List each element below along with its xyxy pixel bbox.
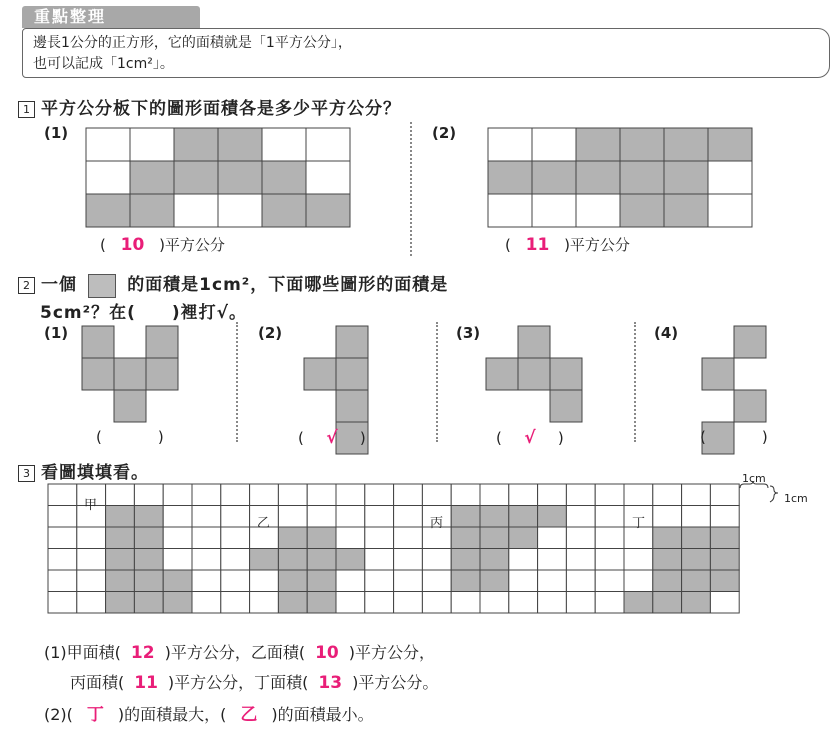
grid-square: [566, 527, 595, 549]
unit-square: [336, 326, 368, 358]
unit-square: [82, 326, 114, 358]
filled-square: [134, 570, 163, 592]
q1-part2-answer: 11: [525, 235, 550, 255]
grid-square: [77, 592, 106, 614]
unit-square: [486, 358, 518, 390]
filled-square: [509, 506, 538, 528]
grid-square: [365, 506, 394, 528]
unit-square: [336, 390, 368, 422]
grid-square: [509, 549, 538, 571]
grid-square: [365, 484, 394, 506]
filled-square: [106, 506, 135, 528]
grid-square: [394, 549, 423, 571]
q2-option-2-answer: ( √ ): [298, 428, 366, 448]
grid-square: [682, 484, 711, 506]
grid-square: [336, 506, 365, 528]
grid-square: [451, 484, 480, 506]
q1-part1-answer-line: ( 10 )平方公分: [100, 235, 225, 255]
filled-square: [130, 194, 174, 227]
grid-square: [250, 570, 279, 592]
unit-square: [114, 390, 146, 422]
grid-square: [538, 527, 567, 549]
filled-square: [451, 570, 480, 592]
grid-square: [163, 549, 192, 571]
filled-square: [682, 592, 711, 614]
grid-square: [48, 484, 77, 506]
filled-square: [174, 161, 218, 194]
grid-square: [710, 592, 739, 614]
filled-square: [710, 527, 739, 549]
empty-square: [262, 128, 306, 161]
unit-square: [336, 358, 368, 390]
unit-square: [146, 358, 178, 390]
empty-square: [306, 128, 350, 161]
q1-number: 1: [18, 101, 35, 118]
filled-square: [480, 549, 509, 571]
unit-square-icon: [88, 274, 116, 298]
empty-square: [218, 194, 262, 227]
scale-height-label: 1cm: [784, 492, 808, 505]
q2-option-3-answer: ( √ ): [496, 428, 564, 448]
shape-label-yi: 乙: [257, 516, 271, 531]
filled-square: [653, 570, 682, 592]
grid-square: [134, 484, 163, 506]
grid-square: [595, 484, 624, 506]
grid-square: [595, 506, 624, 528]
q1-part2-answer-line: ( 11 )平方公分: [505, 235, 630, 255]
grid-square: [307, 506, 336, 528]
grid-square: [595, 527, 624, 549]
filled-square: [480, 506, 509, 528]
filled-square: [106, 570, 135, 592]
filled-square: [480, 570, 509, 592]
grid-square: [221, 592, 250, 614]
q1-grid-2: [488, 128, 754, 227]
empty-square: [532, 194, 576, 227]
q1-title: 平方公分板下的圖形面積各是多少平方公分？: [41, 99, 401, 119]
q2-shape-2: [304, 326, 374, 426]
grid-square: [221, 506, 250, 528]
grid-square: [566, 506, 595, 528]
grid-square: [365, 570, 394, 592]
answer-largest: 丁: [86, 705, 104, 725]
grid-square: [77, 549, 106, 571]
grid-square: [710, 506, 739, 528]
q2-heading: [18, 270, 448, 298]
grid-square: [336, 484, 365, 506]
q1-part2-label: (2): [432, 124, 457, 142]
grid-square: [221, 549, 250, 571]
filled-square: [682, 549, 711, 571]
grid-square: [365, 549, 394, 571]
filled-square: [509, 527, 538, 549]
grid-square: [48, 570, 77, 592]
filled-square: [134, 527, 163, 549]
q2-option-4-label: (4): [654, 324, 679, 342]
filled-square: [682, 527, 711, 549]
filled-square: [708, 128, 752, 161]
grid-square: [394, 527, 423, 549]
answer-jia: 12: [130, 643, 155, 663]
grid-square: [451, 592, 480, 614]
filled-square: [451, 506, 480, 528]
unit-square: [146, 326, 178, 358]
grid-square: [624, 549, 653, 571]
q2-option-2-label: (2): [258, 324, 283, 342]
q3-number: 3: [18, 465, 35, 482]
filled-square: [620, 128, 664, 161]
filled-square: [306, 194, 350, 227]
shape-label-ding: 丁: [632, 516, 646, 531]
filled-square: [307, 570, 336, 592]
filled-square: [624, 592, 653, 614]
grid-square: [192, 527, 221, 549]
q2-option-1-answer: ( ): [96, 428, 164, 446]
q3-answer-line-2: 丙面積( 11 )平方公分，丁面積( 13 )平方公分。: [70, 673, 439, 693]
unit-square: [702, 358, 734, 390]
unit-square: [114, 358, 146, 390]
filled-square: [620, 194, 664, 227]
filled-square: [106, 549, 135, 571]
empty-square: [576, 194, 620, 227]
grid-square: [77, 527, 106, 549]
filled-square: [130, 161, 174, 194]
grid-square: [192, 549, 221, 571]
q2-number: 2: [18, 277, 35, 294]
filled-square: [682, 570, 711, 592]
grid-square: [595, 592, 624, 614]
grid-square: [48, 527, 77, 549]
q1-grid-1: [86, 128, 352, 227]
filled-square: [307, 527, 336, 549]
unit-square: [550, 358, 582, 390]
q3-answer-line-1: (1)甲面積( 12 )平方公分，乙面積( 10 )平方公分，: [44, 643, 436, 663]
filled-square: [163, 592, 192, 614]
grid-square: [77, 570, 106, 592]
filled-square: [532, 161, 576, 194]
grid-square: [422, 549, 451, 571]
grid-square: [192, 484, 221, 506]
grid-square: [566, 484, 595, 506]
grid-square: [163, 484, 192, 506]
q1-divider: [410, 122, 412, 256]
grid-square: [653, 506, 682, 528]
q1-part1-unit: 平方公分: [164, 236, 225, 254]
grid-square: [394, 506, 423, 528]
grid-square: [394, 592, 423, 614]
filled-square: [538, 506, 567, 528]
unit-square: [734, 390, 766, 422]
grid-square: [422, 592, 451, 614]
grid-square: [538, 570, 567, 592]
summary-line-1: 邊長1公分的正方形，它的面積就是「1平方公分」，: [33, 35, 352, 51]
grid-square: [106, 484, 135, 506]
grid-square: [624, 570, 653, 592]
grid-square: [163, 527, 192, 549]
filled-square: [653, 549, 682, 571]
filled-square: [576, 128, 620, 161]
scale-brace-icon: [738, 480, 788, 510]
filled-square: [336, 549, 365, 571]
filled-square: [218, 128, 262, 161]
filled-square: [262, 194, 306, 227]
q3-heading: [18, 458, 149, 483]
answer-ding: 13: [318, 673, 343, 693]
q2-divider-2: [436, 322, 438, 442]
grid-square: [48, 592, 77, 614]
q3-title: 看圖填填看。: [41, 463, 149, 483]
q2-divider-1: [236, 322, 238, 442]
grid-square: [250, 592, 279, 614]
grid-square: [566, 570, 595, 592]
grid-square: [682, 506, 711, 528]
q2-title-a: 一個: [41, 275, 77, 295]
grid-square: [422, 570, 451, 592]
empty-square: [86, 161, 130, 194]
q2-shape-3: [486, 326, 586, 401]
grid-square: [192, 592, 221, 614]
grid-square: [538, 549, 567, 571]
q2-title-b: 的面積是1cm²，下面哪些圖形的面積是: [127, 275, 449, 295]
grid-square: [163, 506, 192, 528]
grid-square: [48, 549, 77, 571]
grid-square: [624, 484, 653, 506]
grid-square: [509, 570, 538, 592]
summary-line-2: 也可以記成「1cm²」。: [33, 56, 174, 72]
q2-divider-3: [634, 322, 636, 442]
q3-grid: [48, 484, 768, 614]
grid-square: [595, 549, 624, 571]
filled-square: [653, 527, 682, 549]
grid-square: [595, 570, 624, 592]
grid-square: [509, 484, 538, 506]
answer-yi: 10: [315, 643, 339, 663]
filled-square: [307, 549, 336, 571]
q1-heading: [18, 94, 401, 119]
grid-square: [336, 592, 365, 614]
empty-square: [708, 194, 752, 227]
grid-square: [509, 592, 538, 614]
filled-square: [262, 161, 306, 194]
grid-square: [710, 484, 739, 506]
grid-square: [221, 527, 250, 549]
filled-square: [278, 570, 307, 592]
grid-square: [480, 484, 509, 506]
filled-square: [278, 527, 307, 549]
filled-square: [664, 161, 708, 194]
grid-square: [480, 592, 509, 614]
q3-answer-line-3: (2)( 丁 )的面積最大，( 乙 )的面積最小。: [44, 705, 374, 725]
answer-bing: 11: [134, 673, 158, 693]
filled-square: [664, 128, 708, 161]
grid-square: [566, 592, 595, 614]
grid-square: [48, 506, 77, 528]
grid-square: [278, 506, 307, 528]
filled-square: [163, 570, 192, 592]
unit-square: [734, 326, 766, 358]
q1-part2-unit: 平方公分: [569, 236, 630, 254]
filled-square: [307, 592, 336, 614]
empty-square: [130, 128, 174, 161]
grid-square: [394, 484, 423, 506]
scale-width-label: 1cm: [742, 472, 766, 485]
filled-square: [451, 549, 480, 571]
grid-square: [250, 484, 279, 506]
shape-label-bing: 丙: [430, 516, 444, 531]
grid-square: [394, 570, 423, 592]
grid-square: [336, 570, 365, 592]
filled-square: [134, 592, 163, 614]
empty-square: [532, 128, 576, 161]
filled-square: [86, 194, 130, 227]
grid-square: [192, 570, 221, 592]
filled-square: [278, 549, 307, 571]
filled-square: [576, 161, 620, 194]
summary-tag: 重點整理: [22, 6, 200, 28]
q2-shape-4: [702, 326, 772, 426]
q1-part1-answer: 10: [120, 235, 145, 255]
filled-square: [134, 506, 163, 528]
filled-square: [278, 592, 307, 614]
filled-square: [106, 592, 135, 614]
empty-square: [488, 128, 532, 161]
grid-square: [307, 484, 336, 506]
filled-square: [710, 549, 739, 571]
filled-square: [451, 527, 480, 549]
filled-square: [106, 527, 135, 549]
grid-square: [278, 484, 307, 506]
filled-square: [218, 161, 262, 194]
grid-square: [653, 484, 682, 506]
unit-square: [550, 390, 582, 422]
grid-square: [221, 570, 250, 592]
empty-square: [708, 161, 752, 194]
filled-square: [480, 527, 509, 549]
grid-square: [365, 527, 394, 549]
filled-square: [620, 161, 664, 194]
unit-square: [304, 358, 336, 390]
empty-square: [174, 194, 218, 227]
filled-square: [134, 549, 163, 571]
summary-box: [22, 28, 830, 78]
unit-square: [518, 326, 550, 358]
q2-option-3-label: (3): [456, 324, 481, 342]
filled-square: [710, 570, 739, 592]
grid-square: [365, 592, 394, 614]
q2-shape-1: [82, 326, 182, 401]
grid-square: [538, 592, 567, 614]
filled-square: [250, 549, 279, 571]
filled-square: [488, 161, 532, 194]
grid-square: [221, 484, 250, 506]
grid-square: [566, 549, 595, 571]
filled-square: [653, 592, 682, 614]
answer-smallest: 乙: [240, 705, 258, 725]
unit-square: [518, 358, 550, 390]
q2-option-1-label: (1): [44, 324, 69, 342]
q1-part1-label: (1): [44, 124, 69, 142]
filled-square: [664, 194, 708, 227]
q2-option-4-answer: ( ): [700, 428, 768, 446]
grid-square: [538, 484, 567, 506]
unit-square: [82, 358, 114, 390]
filled-square: [174, 128, 218, 161]
grid-square: [422, 484, 451, 506]
empty-square: [306, 161, 350, 194]
q2-title-c: 5cm²？在( )裡打√。: [40, 303, 247, 323]
shape-label-jia: 甲: [84, 498, 98, 513]
grid-square: [192, 506, 221, 528]
empty-square: [488, 194, 532, 227]
grid-square: [336, 527, 365, 549]
empty-square: [86, 128, 130, 161]
